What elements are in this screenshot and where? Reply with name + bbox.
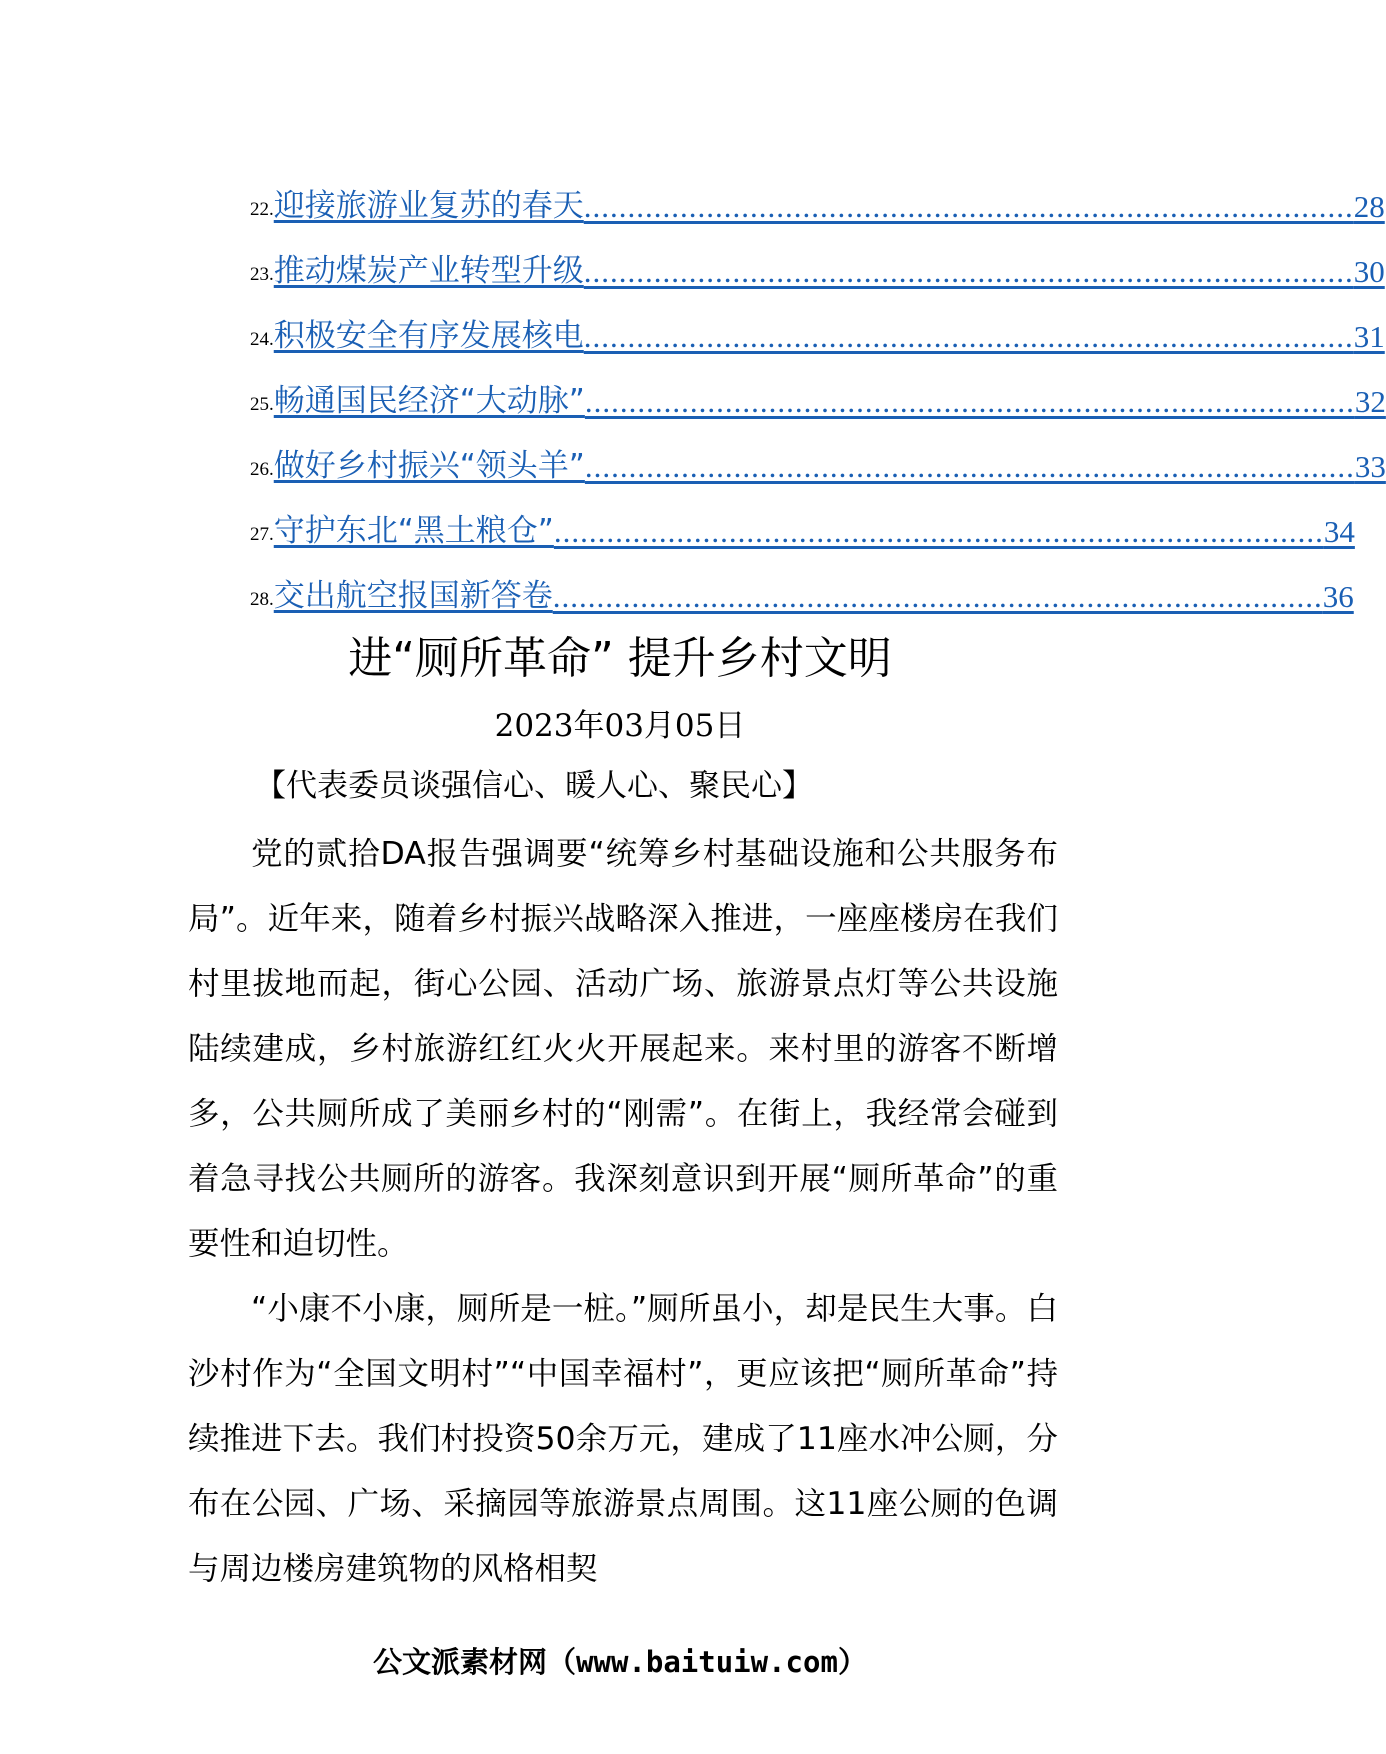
article-date: 2023年03月05日 [494, 708, 746, 744]
toc-title: 畅通国民经济“大动脉” [273, 383, 585, 419]
footer-watermark: 公文派素材网（www.baituiw.com） [373, 1645, 867, 1679]
toc-number: 28. [250, 589, 274, 610]
toc-leader-dots: ........................................................................................ [584, 384, 1355, 419]
toc-page-number: 32 [1354, 384, 1386, 419]
toc-title: 做好乡村振兴“领头羊” [273, 448, 585, 484]
toc-number: 23. [250, 264, 274, 285]
toc-entry[interactable] [250, 302, 1385, 367]
toc-link[interactable] [274, 375, 1386, 432]
toc-leader-dots: ........................................................................................ [584, 449, 1355, 484]
article-subtitle: 【代表委员谈强信心、暖人心、聚民心】 [255, 768, 813, 804]
article-body [188, 822, 1058, 1602]
toc-leader-dots: ........................................................................................ [583, 254, 1354, 289]
toc-link[interactable] [274, 245, 1385, 302]
toc-title: 迎接旅游业复苏的春天 [273, 188, 584, 224]
toc-link[interactable] [274, 180, 1385, 237]
toc-number: 27. [250, 524, 274, 545]
toc-page-number: 30 [1353, 254, 1385, 289]
body-paragraph: “小康不小康，厕所是一桩。”厕所虽小，却是民生大事。白沙村作为“全国文明村”“中国幸福村”，更应该把“厕所革命”持续推进下去。我们村投资50余万元，建成了11座水冲公厕，分布在公园、广场、采摘园等旅游景点周围。这11座公厕的色调与周边楼房建筑物的风格相契 [188, 1291, 1058, 1587]
toc-page-number: 34 [1323, 514, 1355, 549]
toc-leader-dots: ........................................................................................ [552, 579, 1323, 614]
article-title: 进“厕所革命” 提升乡村文明 [348, 633, 892, 684]
body-paragraph: 党的贰拾DA报告强调要“统筹乡村基础设施和公共服务布局”。近年来，随着乡村振兴战略深入推进，一座座楼房在我们村里拔地而起，街心公园、活动广场、旅游景点灯等公共设施陆续建成，乡村旅游红红火火开展起来。来村里的游客不断增多，公共厕所成了美丽乡村的“刚需”。在街上，我经常会碰到着急寻找公共厕所的游客。我深刻意识到开展“厕所革命”的重要性和迫切性。 [188, 836, 1058, 1262]
table-of-contents [250, 172, 1386, 627]
toc-number: 24. [250, 329, 274, 350]
toc-entry[interactable] [250, 432, 1386, 497]
toc-leader-dots: ........................................................................................ [583, 189, 1354, 224]
toc-number: 26. [250, 459, 274, 480]
toc-page-number: 36 [1322, 579, 1354, 614]
toc-page-number: 28 [1353, 189, 1385, 224]
toc-title: 积极安全有序发展核电 [273, 318, 584, 354]
toc-link[interactable] [274, 570, 1354, 627]
toc-entry[interactable] [250, 237, 1385, 302]
toc-entry[interactable] [250, 367, 1386, 432]
toc-link[interactable] [274, 440, 1386, 497]
toc-entry[interactable] [250, 497, 1355, 562]
toc-title: 交出航空报国新答卷 [273, 578, 553, 614]
toc-number: 25. [250, 394, 274, 415]
toc-page-number: 31 [1353, 319, 1385, 354]
toc-entry[interactable] [250, 562, 1354, 627]
toc-leader-dots: ........................................................................................ [583, 319, 1354, 354]
toc-link[interactable] [274, 310, 1385, 367]
toc-title: 推动煤炭产业转型升级 [273, 253, 584, 289]
toc-leader-dots: ........................................................................................ [553, 514, 1324, 549]
toc-entry[interactable] [250, 172, 1385, 237]
toc-page-number: 33 [1354, 449, 1386, 484]
toc-number: 22. [250, 199, 274, 220]
toc-title: 守护东北“黑土粮仓” [273, 513, 554, 549]
toc-link[interactable] [274, 505, 1355, 562]
